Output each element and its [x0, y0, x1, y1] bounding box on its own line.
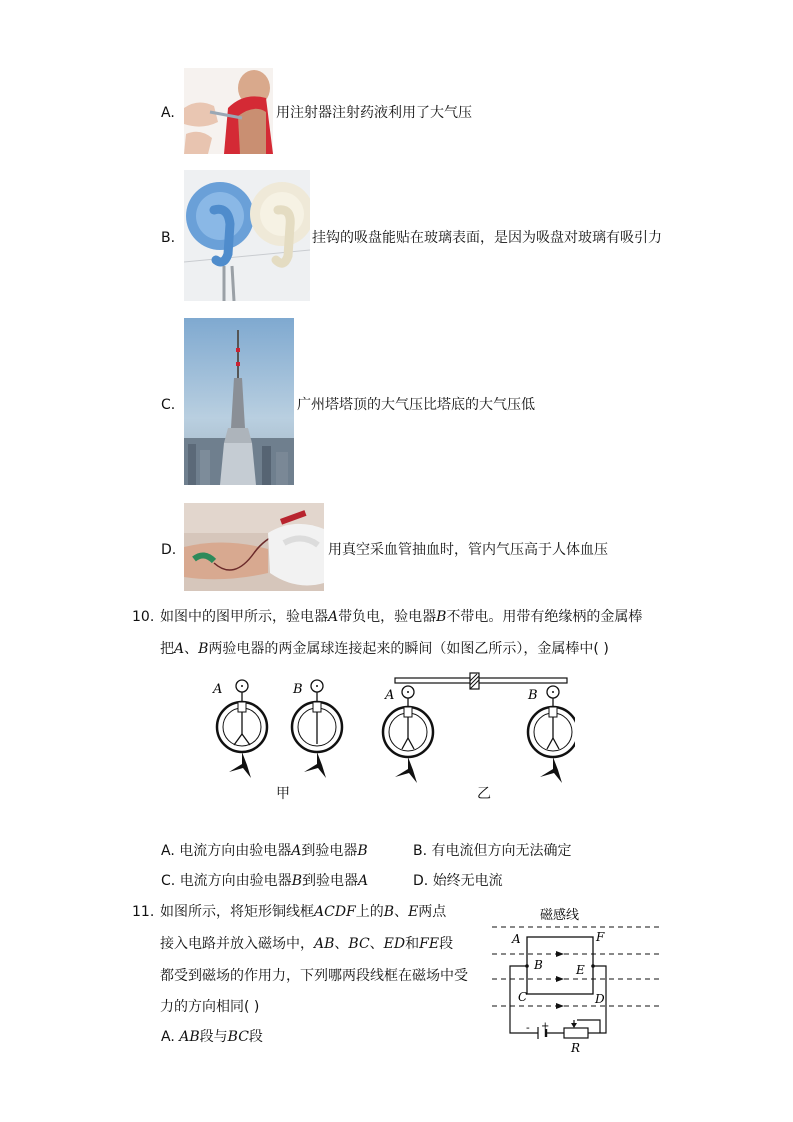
stem-var: B: [383, 904, 395, 920]
figure-label-yi: 乙: [477, 786, 491, 802]
question-stem-line1: [160, 608, 642, 626]
option-letter: B.: [413, 843, 428, 859]
stem-text: 接入电路并放入磁场中，: [160, 936, 314, 952]
option-text: 到验电器: [301, 873, 358, 889]
option-text: 段: [248, 1029, 263, 1045]
option-letter: D.: [413, 873, 429, 889]
label-b: B: [293, 682, 303, 697]
option-var: A: [357, 873, 369, 889]
canton-tower-photo: [184, 318, 294, 485]
stem-var: E: [408, 904, 419, 920]
injection-photo: [184, 68, 273, 154]
question-stem-line4: 力的方向相同( ): [160, 999, 260, 1015]
option-var: B: [357, 843, 368, 859]
electroscope-figure: [205, 672, 575, 807]
electroscope-b-yi: [527, 686, 575, 783]
question-number: 10.: [132, 609, 155, 625]
field-lines-label: 磁感线: [540, 908, 580, 923]
question-stem-line1: [160, 903, 446, 921]
option-letter: A.: [161, 843, 175, 859]
battery-plus: +: [541, 1021, 550, 1032]
q10-option-b: [413, 842, 572, 860]
stem-text: 如图所示，将矩形铜线框: [160, 904, 314, 920]
option-letter: A.: [161, 105, 175, 121]
question-stem-line2: [160, 935, 453, 953]
var-b: B: [436, 609, 447, 625]
option-text: 用注射器注射药液利用了大气压: [276, 105, 472, 121]
field-arrows: [556, 951, 564, 1009]
stem-var: ACDF: [314, 904, 356, 920]
label-r: R: [571, 1041, 581, 1055]
stem-text: 两点: [418, 904, 447, 920]
stem-text: 、: [184, 641, 199, 657]
option-text: 用真空采血管抽血时，管内气压高于人体血压: [328, 542, 608, 558]
option-text: 广州塔塔顶的大气压比塔底的大气压低: [297, 397, 535, 413]
option-var: BC: [227, 1029, 249, 1045]
battery-minus: -: [526, 1021, 530, 1034]
option-text: 挂钩的吸盘能贴在玻璃表面，是因为吸盘对玻璃有吸引力: [312, 230, 662, 246]
label-d: D: [595, 992, 605, 1006]
stem-text: 段: [439, 936, 454, 952]
stem-text: 不带电。用带有绝缘柄的金属棒: [446, 609, 643, 625]
label-b: B: [528, 688, 538, 703]
stem-var: FE: [419, 936, 440, 952]
figure-label-jia: 甲: [276, 786, 290, 802]
option-var: B: [291, 873, 302, 889]
option-text: 到验电器: [301, 843, 358, 859]
question-number: 11.: [132, 904, 155, 920]
var-a: A: [174, 641, 185, 657]
option-text: 段与: [199, 1029, 228, 1045]
label-e: E: [576, 963, 585, 977]
option-var: AB: [179, 1029, 200, 1045]
label-f: F: [596, 930, 605, 944]
stem-text: 、: [394, 904, 409, 920]
stem-var: ED: [383, 936, 406, 952]
label-c: C: [518, 990, 528, 1004]
stem-text: 带负电，验电器: [338, 609, 437, 625]
electroscope-b-jia: [292, 680, 342, 778]
label-a: A: [385, 688, 395, 703]
stem-var: AB: [314, 936, 335, 952]
stem-text: 和: [405, 936, 420, 952]
stem-text: 上的: [355, 904, 384, 920]
label-a: A: [512, 932, 521, 946]
metal-rod: [395, 673, 567, 689]
q10-option-c: [161, 872, 368, 890]
option-text: 有电流但方向无法确定: [431, 843, 572, 859]
option-text: 电流方向由验电器: [179, 843, 292, 859]
option-letter: C.: [161, 873, 176, 889]
stem-text: 、: [369, 936, 384, 952]
stem-var: BC: [348, 936, 370, 952]
option-letter: B.: [161, 230, 176, 246]
var-b: B: [198, 641, 209, 657]
suction-hook-photo: [184, 170, 310, 301]
stem-text: 两验电器的两金属球连接起来的瞬间（如图乙所示），金属棒中( ): [208, 641, 609, 657]
option-text: 始终无电流: [432, 873, 503, 889]
option-letter: A.: [161, 1029, 175, 1045]
option-letter: C.: [161, 397, 176, 413]
stem-text: 把: [160, 641, 174, 657]
electroscope-a-jia: [212, 680, 267, 778]
var-a: A: [328, 609, 339, 625]
option-var: A: [291, 843, 302, 859]
electroscope-a-yi: [383, 686, 433, 783]
option-letter: D.: [161, 542, 177, 558]
q11-option-a: [161, 1028, 263, 1046]
q10-option-a: [161, 842, 368, 860]
option-text: 电流方向由验电器: [179, 873, 292, 889]
magnetic-field-figure: [484, 903, 664, 1057]
question-stem-line2: [160, 640, 609, 658]
stem-text: 、: [334, 936, 349, 952]
question-stem-line3: 都受到磁场的作用力，下列哪两段线框在磁场中受: [160, 968, 468, 984]
q10-option-d: [413, 872, 503, 890]
label-b: B: [534, 958, 543, 972]
label-a: A: [213, 682, 223, 697]
stem-text: 如图中的图甲所示，验电器: [160, 609, 328, 625]
blood-draw-photo: [184, 503, 324, 591]
